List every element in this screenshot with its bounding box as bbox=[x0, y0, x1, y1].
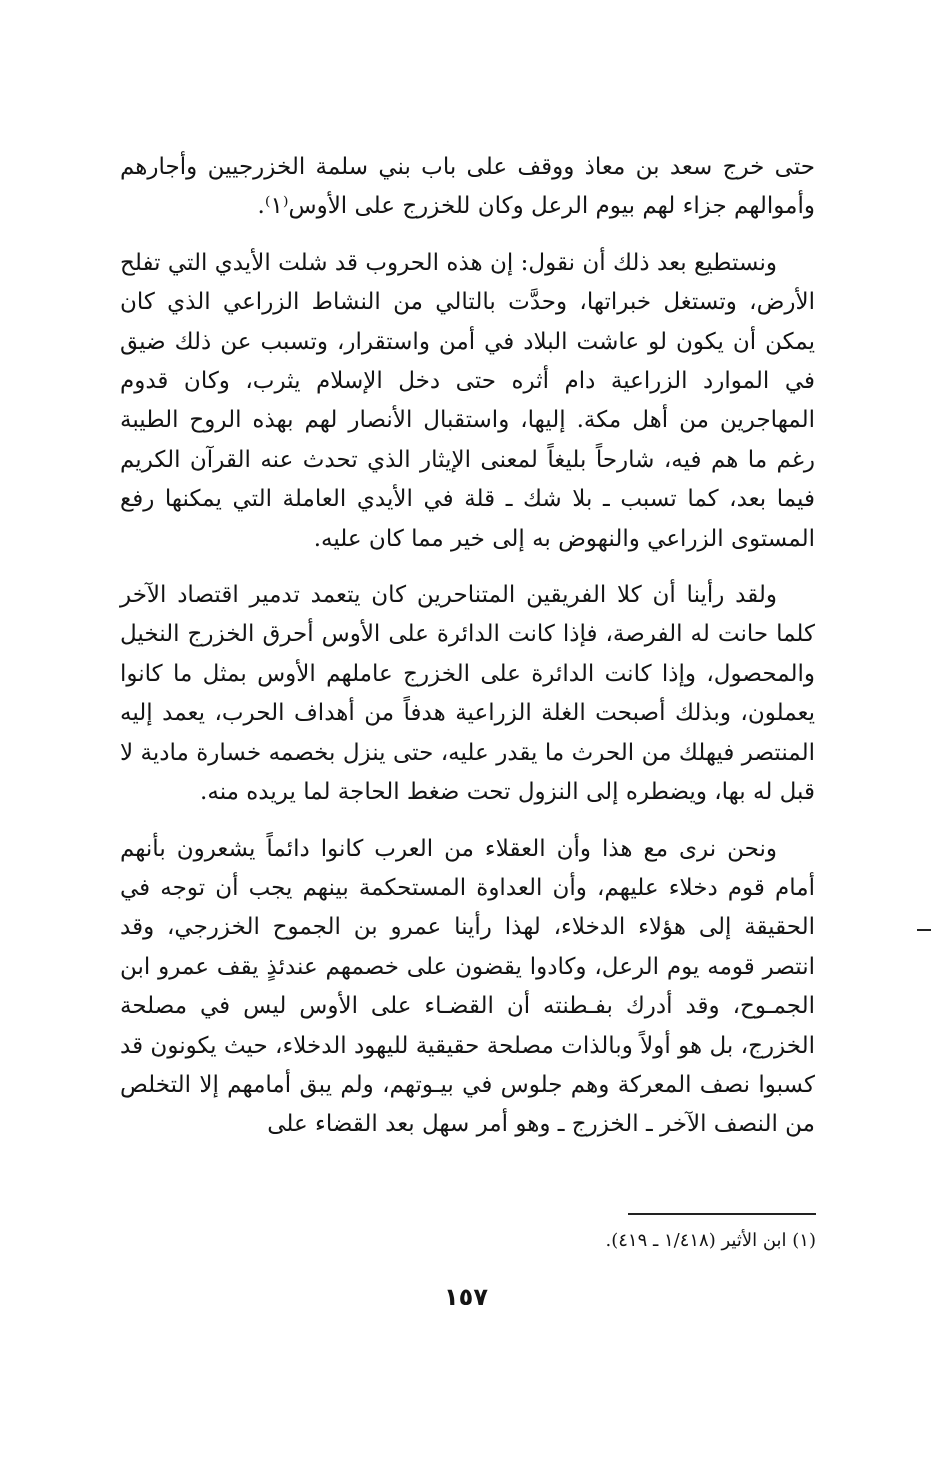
paragraph-continuation: حتى خرج سعد بن معاذ ووقف على باب بني سلمة الخزرجيين وأجارهم وأموالهم جزاء لهم بيوم الرعل وكان للخزرج على الأوس⁽١⁾. bbox=[120, 154, 815, 220]
page-number: ١٥٧ bbox=[444, 1283, 488, 1311]
paragraph: ولقد رأينا أن كلا الفريقين المتناحرين كان يتعمد تدمير اقتصاد الآخر كلما حانت له الفرصة، فإذا كانت الدائرة على الأوس أحرق الخزرج النخيل والمحصول، وإذا كانت الدائرة على الخزرج عاملهم الأوس بمثل ما كانوا يعملون، وبذلك أصبحت الغلة الزراعية هدفاً من أهداف الحرب، يعمد إليه المنتصر فيهلك من الحرث ما يقدر عليه، حتى ينزل بخصمه خسارة مادية لا قبل له بها، ويضطره إلى النزول تحت ضغط الحاجة لما يريده منه. bbox=[120, 582, 815, 806]
main-text bbox=[120, 148, 815, 1162]
footnote-separator bbox=[628, 1213, 816, 1215]
paragraph: ونستطيع بعد ذلك أن نقول: إن هذه الحروب قد شلت الأيدي التي تفلح الأرض، وتستغل خبراتها، وحدَّت بالتالي من النشاط الزراعي الذي كان يمكن أن يكون لو عاشت البلاد في أمن واستقرار، وتسبب عن ذلك ضيق في الموارد الزراعية دام أثره حتى دخل الإسلام يثرب، وكان قدوم المهاجرين من أهل مكة. إليها، واستقبال الأنصار لهم بهذه الروح الطيبة رغم ما هم فيه، شارحاً بليغاً لمعنى الإيثار الذي تحدث عنه القرآن الكريم فيما بعد، كما تسبب ـ بلا شك ـ قلة في الأيدي العاملة التي يمكنها رفع المستوى الزراعي والنهوض به إلى خير مما كان عليه. bbox=[120, 249, 815, 552]
margin-mark bbox=[917, 929, 931, 931]
footnote: (١) ابن الأثير (١/٤١٨ ـ ٤١٩). bbox=[605, 1230, 816, 1251]
paragraph: ونحن نرى مع هذا وأن العقلاء من العرب كانوا دائماً يشعرون بأنهم أمام قوم دخلاء عليهم، وأن العداوة المستحكمة بينهم يجب أن توجه في الحقيقة إلى هؤلاء الدخلاء، لهذا رأينا عمرو بن الجموح الخزرجي، وقد انتصر قومه يوم الرعل، وكادوا يقضون على خصمهم عندئذٍ يقف عمرو ابن الجمـوح، وقد أدرك بفـطنته أن القضـاء على الأوس ليس في مصلحة الخزرج، بل هو أولاً وبالذات مصلحة حقيقية لليهود الدخلاء، حيث يكونون قد كسبوا نصف المعركة وهم جلوس في بيـوتهم، ولم يبق أمامهم إلا التخلص من النصف الآخر ـ الخزرج ـ وهو أمر سهل بعد القضاء على bbox=[120, 835, 815, 1138]
